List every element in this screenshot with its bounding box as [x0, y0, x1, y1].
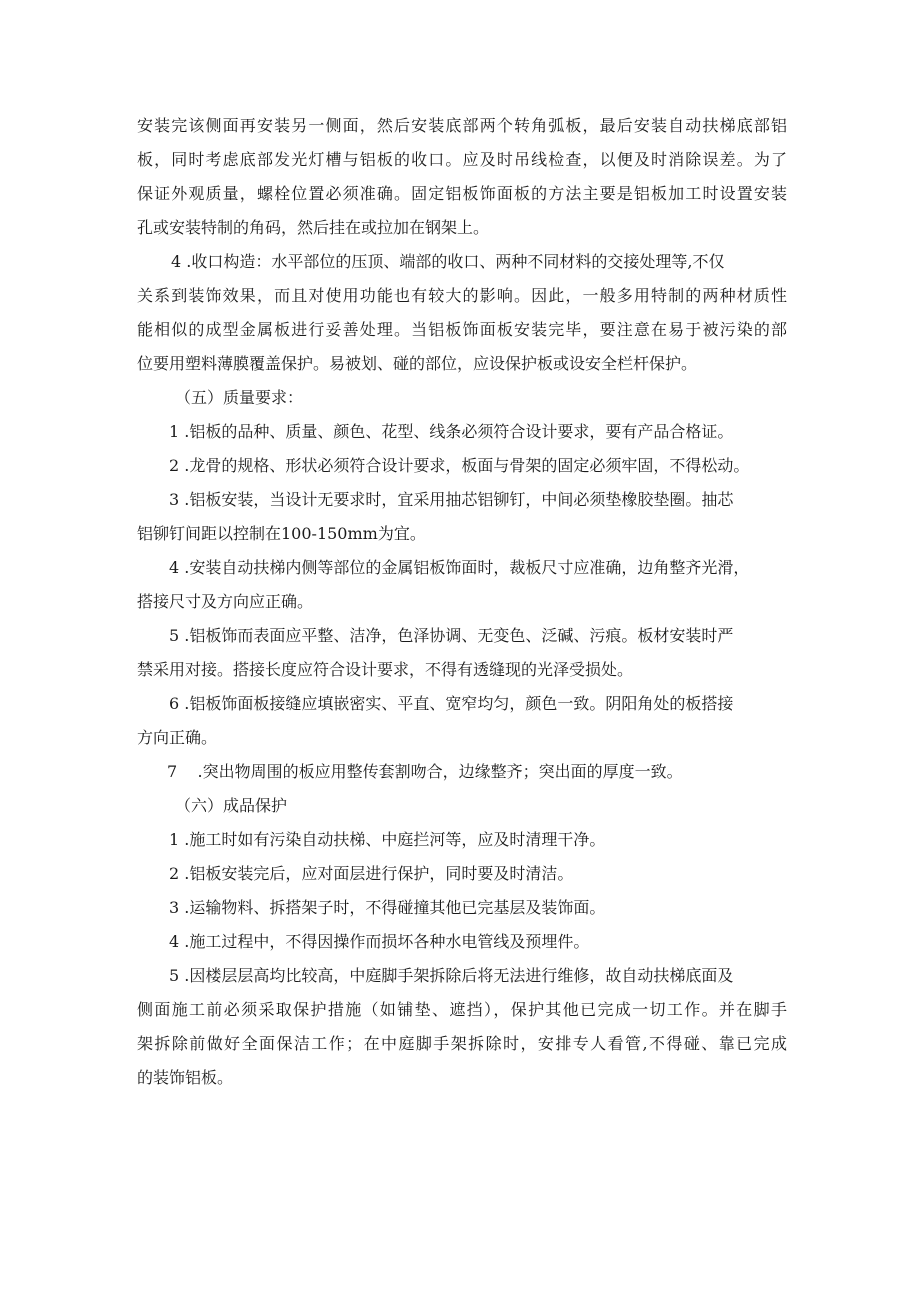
list-item: 6 .铝板饰面板接缝应填嵌密实、平直、宽窄均匀，颜色一致。阴阳角处的板搭接 — [169, 694, 734, 713]
text-line: 位要用塑料薄膜覆盖保护。易被划、碰的部位，应设保护板或设安全栏杆保护。 — [137, 354, 698, 373]
section-heading: （五）质量要求： — [175, 388, 304, 407]
section-heading: （六）成品保护 — [175, 796, 288, 815]
list-item: 2 .铝板安装完后，应对面层进行保护，同时要及时清洁。 — [169, 864, 574, 883]
text-line: 侧面施工前必须采取保护措施（如铺垫、遮挡），保护其他已完成一切工作。并在脚手 — [137, 1000, 787, 1019]
text-line: 的装饰铝板。 — [137, 1068, 234, 1087]
list-item: 3 .铝板安装，当设计无要求时，宜采用抽芯铝铆钉，中间必须垫橡胶垫圈。抽芯 — [169, 490, 734, 509]
text-line: 保证外观质量，螺栓位置必须准确。固定铝板饰面板的方法主要是铝板加工时设置安装 — [137, 184, 787, 203]
text-line: 方向正确。 — [137, 728, 218, 747]
text-line: 禁采用对接。搭接长度应符合设计要求，不得有透缝现的光泽受损处。 — [137, 660, 634, 679]
list-item: 5 .因楼层层高均比较高，中庭脚手架拆除后将无法进行维修，故自动扶梯底面及 — [169, 966, 734, 985]
document-page — [137, 116, 787, 1088]
list-item: 3 .运输物料、拆搭架子时，不得碰撞其他已完基层及装饰面。 — [169, 898, 606, 917]
list-item: 4 .施工过程中，不得因操作而损坏各种水电管线及预埋件。 — [169, 932, 590, 951]
list-item: 5 .铝板饰而表面应平整、洁净，色泽协调、无变色、泛碱、污痕。板材安装时严 — [169, 626, 734, 645]
text-line: 搭接尺寸及方向应正确。 — [137, 592, 314, 611]
list-item: 1 .施工时如有污染自动扶梯、中庭拦河等，应及时清理干净。 — [169, 830, 606, 849]
list-item: 1 .铝板的品种、质量、颜色、花型、线条必须符合设计要求，要有产品合格证。 — [169, 422, 734, 441]
text-line: 安装完该侧面再安装另一侧面，然后安装底部两个转角弧板，最后安装自动扶梯底部铝 — [137, 116, 787, 135]
text-line: 铝铆钉间距以控制在100-150mm为宜。 — [137, 524, 426, 543]
list-item: 2 .龙骨的规格、形状必须符合设计要求，板面与骨架的固定必须牢固，不得松动。 — [169, 456, 750, 475]
text-line: 板，同时考虑底部发光灯槽与铝板的收口。应及时吊线检查，以便及时消除误差。为了 — [137, 150, 787, 169]
text-line: 孔或安装特制的角码，然后挂在或拉加在钢架上。 — [137, 218, 490, 237]
text-line: 4 .收口构造：水平部位的压顶、端部的收口、两种不同材料的交接处理等,不仅 — [171, 252, 725, 271]
text-line: 架拆除前做好全面保洁工作；在中庭脚手架拆除时，安排专人看管,不得碰、靠已完成 — [137, 1034, 787, 1053]
text-line: 能相似的成型金属板进行妥善处理。当铝板饰面板安装完毕，要注意在易于被污染的部 — [137, 320, 787, 339]
list-item: 7 .突出物周围的板应用整传套割吻合，边缘整齐；突出面的厚度一致。 — [167, 762, 683, 781]
text-line: 关系到装饰效果，而且对使用功能也有较大的影响。因此，一般多用特制的两种材质性 — [137, 286, 787, 305]
list-item: 4 .安装自动扶梯内侧等部位的金属铝板饰面时，裁板尺寸应准确，边角整齐光滑， — [169, 558, 750, 577]
